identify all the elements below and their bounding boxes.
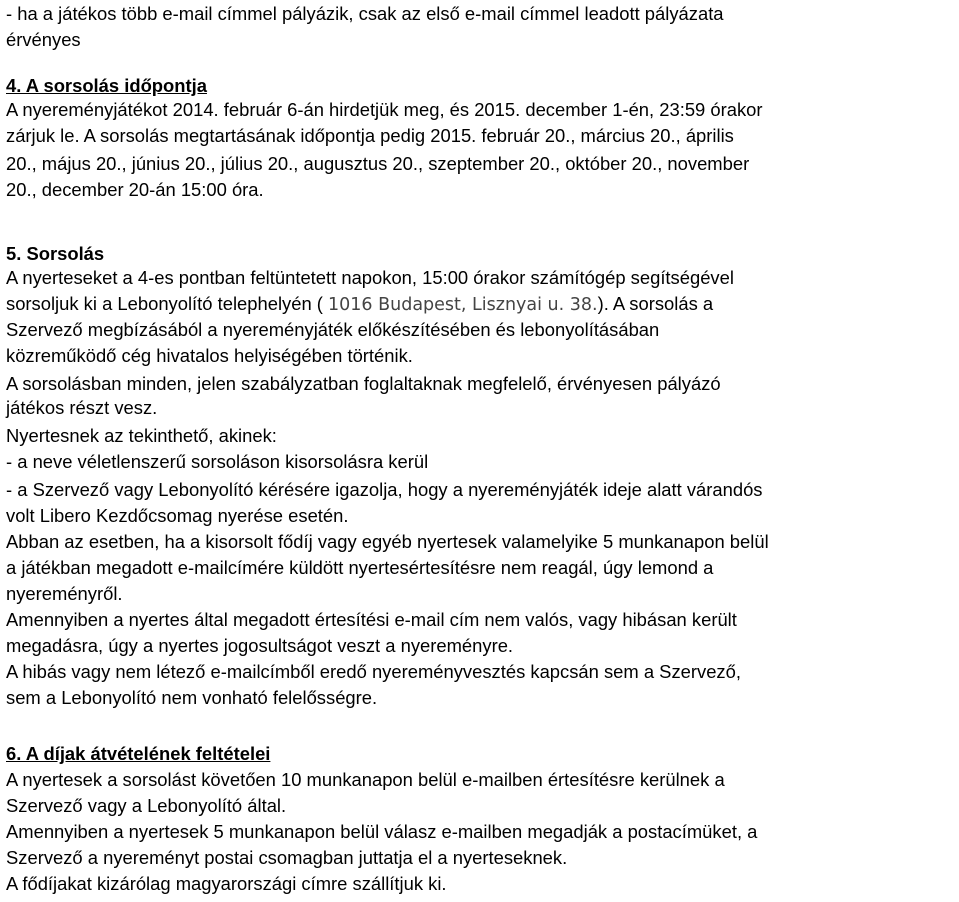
paragraph-line: megadásra, úgy a nyertes jogosultságot veszt a nyereményre. bbox=[6, 635, 514, 656]
paragraph-line: Szervező megbízásából a nyereményjáték előkészítésében és lebonyolításában bbox=[6, 319, 660, 340]
paragraph-line: játékos részt vesz. bbox=[6, 397, 158, 418]
paragraph-line: A sorsolásban minden, jelen szabályzatban foglaltaknak megfelelő, érvényesen pályázó bbox=[6, 373, 721, 394]
paragraph-line: a játékban megadott e-mailcímére küldött nyertesértesítésre nem reagál, úgy lemond a bbox=[6, 557, 714, 578]
paragraph-line: 20., május 20., június 20., július 20., augusztus 20., szeptember 20., október 20., november bbox=[6, 153, 750, 174]
paragraph-line: A fődíjakat kizárólag magyarországi címre szállítjuk ki. bbox=[6, 873, 447, 894]
intro-line: - ha a játékos több e-mail címmel pályázik, csak az első e-mail címmel leadott pályázata bbox=[6, 3, 724, 24]
paragraph-line: sem a Lebonyolító nem vonható felelősségre. bbox=[6, 687, 378, 708]
section-4-heading: 4. A sorsolás időpontja bbox=[6, 75, 207, 96]
paragraph-line: Szervező a nyereményt postai csomagban juttatja el a nyerteseknek. bbox=[6, 847, 568, 868]
paragraph-line: A nyerteseket a 4-es pontban feltüntetett napokon, 15:00 órakor számítógép segítségével bbox=[6, 267, 734, 288]
section-6-heading: 6. A díjak átvételének feltételei bbox=[6, 743, 271, 764]
paragraph-line: Szervező vagy a Lebonyolító által. bbox=[6, 795, 287, 816]
list-item: - a Szervező vagy Lebonyolító kérésére igazolja, hogy a nyereményjáték ideje alatt várandós bbox=[6, 479, 763, 500]
paragraph-line: 20., december 20-án 15:00 óra. bbox=[6, 179, 264, 200]
text-fragment: ). A sorsolás a bbox=[597, 293, 714, 314]
paragraph-line: közreműködő cég hivatalos helyiségében történik. bbox=[6, 345, 413, 366]
intro-line: érvényes bbox=[6, 29, 81, 50]
paragraph-line bbox=[6, 292, 713, 317]
paragraph-line: Abban az esetben, ha a kisorsolt fődíj vagy egyéb nyertesek valamelyike 5 munkanapon belül bbox=[6, 531, 769, 552]
paragraph-line: Amennyiben a nyertes által megadott értesítési e-mail cím nem valós, vagy hibásan került bbox=[6, 609, 737, 630]
address-text: 1016 Budapest, Lisznyai u. 38. bbox=[328, 295, 598, 315]
paragraph-line: Amennyiben a nyertesek 5 munkanapon belül válasz e-mailben megadják a postacímüket, a bbox=[6, 821, 758, 842]
section-5-heading: 5. Sorsolás bbox=[6, 243, 105, 264]
paragraph-line: A nyertesek a sorsolást követően 10 munkanapon belül e-mailben értesítésre kerülnek a bbox=[6, 769, 725, 790]
paragraph-line: A nyereményjátékot 2014. február 6-án hirdetjük meg, és 2015. december 1-én, 23:59 órakor bbox=[6, 99, 763, 120]
list-item: - a neve véletlenszerű sorsoláson kisorsolásra kerül bbox=[6, 451, 429, 472]
text-fragment: sorsoljuk ki a Lebonyolító telephelyén ( bbox=[6, 293, 329, 314]
paragraph-line: volt Libero Kezdőcsomag nyerése esetén. bbox=[6, 505, 349, 526]
paragraph-line: nyereményről. bbox=[6, 583, 123, 604]
paragraph-line: Nyertesnek az tekinthető, akinek: bbox=[6, 425, 277, 446]
paragraph-line: A hibás vagy nem létező e-mailcímből eredő nyereményvesztés kapcsán sem a Szervező, bbox=[6, 661, 741, 682]
paragraph-line: zárjuk le. A sorsolás megtartásának időpontja pedig 2015. február 20., március 20., április bbox=[6, 125, 734, 146]
